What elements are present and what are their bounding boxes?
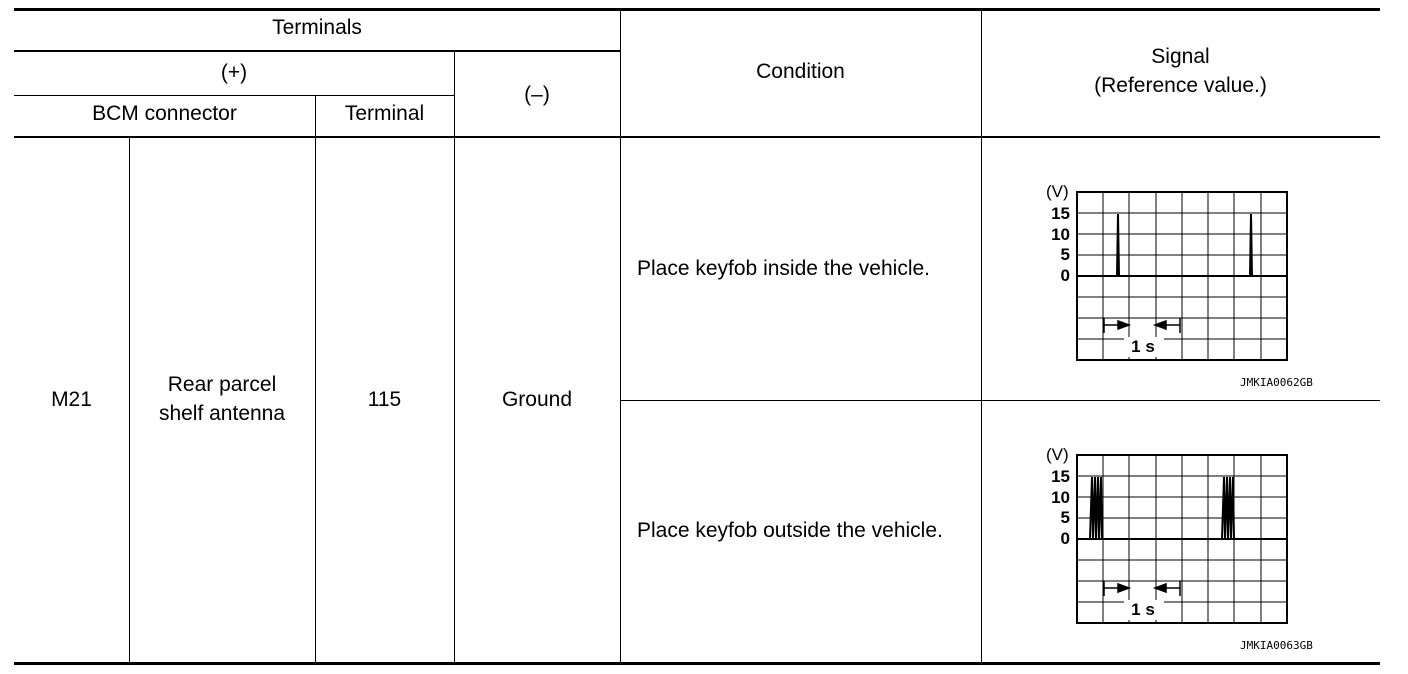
chart-y-tick-10: 10 — [1051, 488, 1070, 507]
time-span-marker — [1104, 581, 1180, 596]
header-condition: Condition — [756, 60, 845, 83]
signal-chart-outside — [1040, 443, 1300, 628]
header-terminal: Terminal — [344, 102, 425, 125]
col-divider-condition — [620, 10, 621, 663]
condition-inside-text: Place keyfob inside the vehicle. — [637, 257, 931, 280]
chart-y-tick-0: 0 — [1060, 529, 1070, 548]
chart-y-tick-5: 5 — [1060, 508, 1070, 527]
antenna-name-line1: Rear parcel — [167, 373, 277, 396]
figure-code-outside: JMKIA0063GB — [1240, 639, 1313, 652]
condition-outside-text: Place keyfob outside the vehicle. — [637, 519, 943, 542]
chart-time-label: 1 s — [1131, 600, 1155, 619]
figure-code-inside: JMKIA0062GB — [1240, 376, 1313, 389]
header-bcm-connector: BCM connector — [92, 102, 237, 125]
signal-burst — [1222, 477, 1237, 539]
antenna-name-line2: shelf antenna — [158, 402, 286, 425]
header-terminals: Terminals — [272, 16, 362, 39]
header-signal-reference: (Reference value.) — [1094, 74, 1267, 97]
signal-chart-inside — [1040, 180, 1300, 365]
terminals-divider — [14, 50, 620, 52]
table-top-rule — [14, 8, 1380, 11]
chart-y-unit: (V) — [1046, 182, 1069, 201]
header-signal: Signal — [1151, 45, 1210, 68]
time-span-marker — [1104, 318, 1180, 333]
chart-y-tick-5: 5 — [1060, 245, 1070, 264]
header-minus: (–) — [524, 83, 550, 106]
header-bottom-rule — [14, 136, 1380, 138]
signal-pulse — [1115, 214, 1121, 276]
header-plus: (+) — [220, 61, 248, 84]
chart-y-tick-15: 15 — [1051, 204, 1070, 223]
chart-y-tick-10: 10 — [1051, 225, 1070, 244]
signal-pulse — [1248, 214, 1254, 276]
chart-y-tick-15: 15 — [1051, 467, 1070, 486]
condition-row-divider — [620, 400, 1380, 401]
chart-time-label: 1 s — [1131, 337, 1155, 356]
plus-divider — [14, 95, 454, 96]
terminal-number-cell: 115 — [367, 388, 402, 411]
oscilloscope-inside — [1040, 180, 1300, 365]
chart-y-tick-0: 0 — [1060, 266, 1070, 285]
col-divider-terminal — [315, 95, 316, 663]
ground-cell: Ground — [501, 388, 573, 411]
col-divider-minus — [454, 51, 455, 663]
col-divider-signal — [981, 10, 982, 663]
connector-cell: M21 — [51, 388, 92, 411]
table-bottom-rule — [14, 662, 1380, 665]
oscilloscope-outside — [1040, 443, 1300, 628]
chart-y-unit: (V) — [1046, 445, 1069, 464]
